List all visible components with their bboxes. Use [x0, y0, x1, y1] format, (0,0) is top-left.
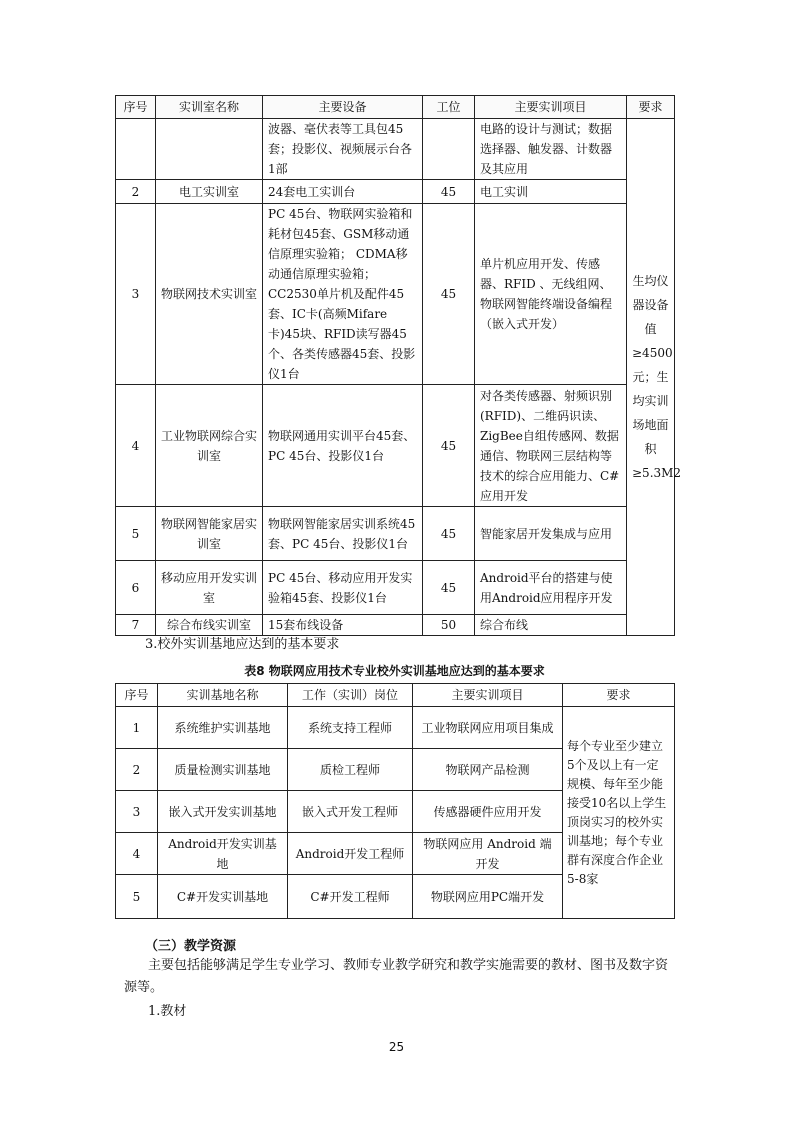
row-project: 传感器硬件应用开发	[413, 791, 563, 833]
row-no: 5	[116, 875, 158, 919]
row-no: 4	[116, 833, 158, 875]
row-post: 嵌入式开发工程师	[288, 791, 413, 833]
row-no: 2	[116, 180, 156, 204]
row-no: 3	[116, 791, 158, 833]
row-no	[116, 119, 156, 180]
row-post: 质检工程师	[288, 749, 413, 791]
row-stations: 45	[423, 507, 475, 561]
row-no: 6	[116, 561, 156, 615]
header-equipment: 主要设备	[263, 96, 423, 119]
row-project: 物联网应用PC端开发	[413, 875, 563, 919]
requirement-cell	[627, 119, 682, 636]
row-room-name: 物联网智能家居实训室	[156, 507, 263, 561]
row-project: 物联网应用 Android 端开发	[413, 833, 563, 875]
row-equipment: 波器、毫伏表等工具包45套；投影仪、视频展示台各1部	[263, 119, 423, 180]
row-no: 2	[116, 749, 158, 791]
row-stations: 45	[423, 385, 475, 507]
header-post: 工作（实训）岗位	[288, 684, 413, 707]
row-no: 5	[116, 507, 156, 561]
header-room-name: 实训室名称	[156, 96, 263, 119]
row-project: 工业物联网应用项目集成	[413, 707, 563, 749]
row-room-name	[156, 119, 263, 180]
row-stations	[423, 119, 475, 180]
row-base-name: Android开发实训基地	[158, 833, 288, 875]
row-equipment: PC 45台、物联网实验箱和耗材包45套、GSM移动通信原理实验箱； CDMA移动通信原理实验箱；CC2530单片机及配件45套、IC卡(高频Mifare卡)45块、RFID读写器45个、各类传感器45套、投影仪1台	[263, 204, 423, 385]
header-base-name: 实训基地名称	[158, 684, 288, 707]
row-post: 系统支持工程师	[288, 707, 413, 749]
row-room-name: 物联网技术实训室	[156, 204, 263, 385]
row-base-name: 嵌入式开发实训基地	[158, 791, 288, 833]
header-requirement: 要求	[563, 684, 675, 707]
external-bases-table	[115, 683, 675, 919]
row-room-name: 工业物联网综合实训室	[156, 385, 263, 507]
row-stations: 45	[423, 180, 475, 204]
textbooks-subheading: 1.教材	[148, 1004, 187, 1019]
row-equipment: PC 45台、移动应用开发实验箱45套、投影仪1台	[263, 561, 423, 615]
table-8-caption: 表8 物联网应用技术专业校外实训基地应达到的基本要求	[244, 664, 545, 678]
row-equipment: 15套布线设备	[263, 615, 423, 636]
row-projects: 单片机应用开发、传感器、RFID 、无线组网、物联网智能终端设备编程（嵌入式开发）	[475, 204, 627, 385]
table-row	[116, 385, 675, 507]
header-projects: 主要实训项目	[475, 96, 627, 119]
header-requirement: 要求	[627, 96, 675, 119]
row-projects: 智能家居开发集成与应用	[475, 507, 627, 561]
row-stations: 45	[423, 204, 475, 385]
header-stations: 工位	[423, 96, 475, 119]
header-no: 序号	[116, 96, 156, 119]
table-row	[116, 119, 675, 180]
teaching-resources-heading: （三）教学资源	[145, 939, 237, 954]
row-projects: 对各类传感器、射频识别(RFID)、二维码识读、ZigBee自组传感网、数据通信、物联网三层结构等技术的综合应用能力、C#应用开发	[475, 385, 627, 507]
row-project: 物联网产品检测	[413, 749, 563, 791]
row-post: C#开发工程师	[288, 875, 413, 919]
teaching-resources-paragraph: 主要包括能够满足学生专业学习、教师专业教学研究和教学实施需要的教材、图书及数字资源等。	[124, 958, 669, 995]
row-room-name: 移动应用开发实训室	[156, 561, 263, 615]
row-projects: Android平台的搭建与使用Android应用程序开发	[475, 561, 627, 615]
row-room-name: 电工实训室	[156, 180, 263, 204]
row-projects: 综合布线	[475, 615, 627, 636]
row-no: 3	[116, 204, 156, 385]
table-row	[116, 707, 675, 749]
page-number: 25	[388, 1040, 405, 1054]
row-no: 1	[116, 707, 158, 749]
row-base-name: 质量检测实训基地	[158, 749, 288, 791]
section-3-heading: 3.校外实训基地应达到的基本要求	[145, 637, 340, 652]
row-post: Android开发工程师	[288, 833, 413, 875]
table-header-row	[116, 96, 675, 119]
header-project: 主要实训项目	[413, 684, 563, 707]
row-no: 7	[116, 615, 156, 636]
table-row	[116, 507, 675, 561]
table-header-row	[116, 684, 675, 707]
table-row	[116, 561, 675, 615]
row-equipment: 物联网智能家居实训系统45套、PC 45台、投影仪1台	[263, 507, 423, 561]
row-equipment: 24套电工实训台	[263, 180, 423, 204]
requirement-text: 生均仪器设备值≥4500元；生均实训场地面积≥5.3M2	[632, 274, 682, 480]
row-stations: 50	[423, 615, 475, 636]
header-no: 序号	[116, 684, 158, 707]
table-row	[116, 204, 675, 385]
requirement-cell: 每个专业至少建立5个及以上有一定规模、每年至少能接受10名以上学生顶岗实习的校外实训基地；每个专业群有深度合作企业5-8家	[563, 707, 675, 919]
table-row	[116, 180, 675, 204]
row-base-name: C#开发实训基地	[158, 875, 288, 919]
training-rooms-table	[115, 95, 682, 636]
row-room-name: 综合布线实训室	[156, 615, 263, 636]
row-projects: 电路的设计与测试；数据选择器、触发器、计数器及其应用	[475, 119, 627, 180]
row-no: 4	[116, 385, 156, 507]
row-stations: 45	[423, 561, 475, 615]
row-base-name: 系统维护实训基地	[158, 707, 288, 749]
row-projects: 电工实训	[475, 180, 627, 204]
row-equipment: 物联网通用实训平台45套、PC 45台、投影仪1台	[263, 385, 423, 507]
